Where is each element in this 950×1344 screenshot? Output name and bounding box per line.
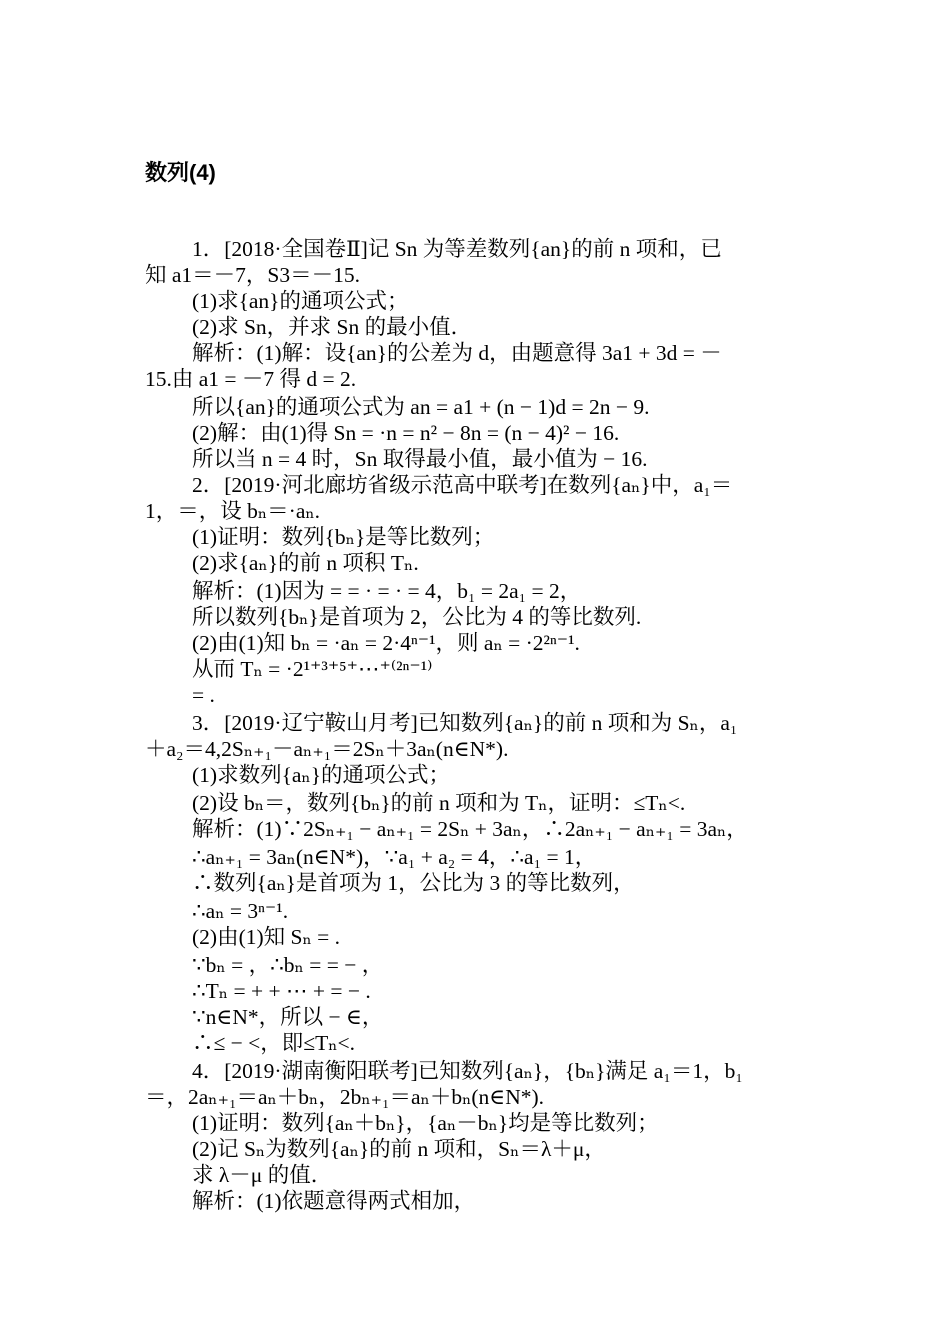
problem-2-solution-line-3: (2)由(1)知 bₙ = ·aₙ = 2·4ⁿ⁻¹，则 aₙ = ·2²ⁿ⁻¹. [192, 631, 580, 655]
problem-1-solution-line-5: 所以当 n = 4 时，Sn 取得最小值，最小值为 − 16. [192, 447, 648, 471]
problem-3-solution-line-1: 解析：(1)∵2Sₙ₊₁ − aₙ₊₁ = 2Sₙ + 3aₙ，∴2aₙ₊₁ − aₙ₊₁ = 3aₙ， [192, 817, 748, 841]
problem-3-solution-line-4: ∴aₙ = 3ⁿ⁻¹. [192, 899, 289, 923]
problem-1-stem-line-1: 1．[2018·全国卷Ⅱ]记 Sn 为等差数列{an}的前 n 项和，已 [192, 237, 722, 261]
problem-1-solution-line-3: 所以{an}的通项公式为 an = a1 + (n − 1)d = 2n − 9. [192, 395, 650, 419]
problem-4-stem-line-1: 4．[2019·湖南衡阳联考]已知数列{aₙ}，{bₙ}满足 a₁＝1，b₁ [192, 1059, 743, 1083]
problem-3-solution-line-3: ∴数列{aₙ}是首项为 1，公比为 3 的等比数列， [192, 871, 635, 895]
problem-1-solution-line-2: 15.由 a1 = －7 得 d = 2. [145, 367, 357, 391]
problem-2-solution-line-2: 所以数列{bₙ}是首项为 2，公比为 4 的等比数列. [192, 605, 642, 629]
problem-2-stem-line-1: 2．[2019·河北廊坊省级示范高中联考]在数列{aₙ}中，a₁＝ [192, 473, 733, 497]
problem-3-solution-line-5: (2)由(1)知 Sₙ = . [192, 925, 341, 949]
problem-1-part-2: (2)求 Sn，并求 Sn 的最小值． [192, 315, 473, 339]
page-title: 数列(4) [145, 160, 216, 185]
problem-1-solution-line-1: 解析：(1)解：设{an}的公差为 d，由题意得 3a1 + 3d = － [192, 341, 722, 365]
problem-2-solution-line-1: 解析：(1)因为 = = · = · = 4，b₁ = 2a₁ = 2， [192, 579, 582, 603]
problem-2-solution-line-5: = . [192, 683, 215, 707]
problem-2-part-1: (1)证明：数列{bₙ}是等比数列； [192, 525, 495, 549]
problem-3-solution-line-7: ∴Tₙ = + + ⋯ + = − . [192, 979, 371, 1003]
problem-2-part-2: (2)求{aₙ}的前 n 项积 Tₙ. [192, 551, 419, 575]
problem-1-part-1: (1)求{an}的通项公式； [192, 289, 409, 313]
problem-3-part-1: (1)求数列{aₙ}的通项公式； [192, 763, 451, 787]
problem-4-stem-line-2: ＝，2aₙ₊₁＝aₙ＋bₙ，2bₙ₊₁＝aₙ＋bₙ(n∈N*). [145, 1085, 545, 1109]
problem-3-stem-line-2: ＋a₂＝4,2Sₙ₊₁－aₙ₊₁＝2Sₙ＋3aₙ(n∈N*). [145, 737, 509, 761]
problem-3-solution-line-9: ∴≤ − <，即≤Tₙ<. [192, 1031, 356, 1055]
problem-1-stem-line-2: 知 a1＝－7，S3＝－15. [145, 263, 361, 287]
problem-3-solution-line-2: ∴aₙ₊₁ = 3aₙ(n∈N*)，∵a₁ + a₂ = 4，∴a₁ = 1， [192, 845, 597, 869]
problem-3-part-2: (2)设 bₙ＝，数列{bₙ}的前 n 项和为 Tₙ，证明：≤Tₙ<. [192, 791, 686, 815]
problem-3-solution-line-8: ∵n∈N*，所以 − ∈， [192, 1005, 384, 1029]
problem-3-stem-line-1: 3．[2019·辽宁鞍山月考]已知数列{aₙ}的前 n 项和为 Sₙ，a₁ [192, 711, 738, 735]
problem-1-solution-line-4: (2)解：由(1)得 Sn = ·n = n² − 8n = (n − 4)² − 16. [192, 421, 620, 445]
problem-4-part-2-cont: 求 λ－μ 的值． [192, 1163, 333, 1187]
problem-4-solution-line-1: 解析：(1)依题意得两式相加， [192, 1189, 476, 1213]
problem-3-solution-line-6: ∵bₙ = ，∴bₙ = = − ， [192, 953, 384, 977]
problem-2-stem-line-2: 1，＝，设 bₙ＝·aₙ. [145, 499, 321, 523]
problem-4-part-2: (2)记 Sₙ为数列{aₙ}的前 n 项和，Sₙ＝λ＋μ， [192, 1137, 606, 1161]
problem-4-part-1: (1)证明：数列{aₙ＋bₙ}，{aₙ－bₙ}均是等比数列； [192, 1111, 659, 1135]
problem-2-solution-line-4: 从而 Tₙ = ·2¹⁺³⁺⁵⁺⋯⁺⁽²ⁿ⁻¹⁾ [192, 657, 433, 681]
